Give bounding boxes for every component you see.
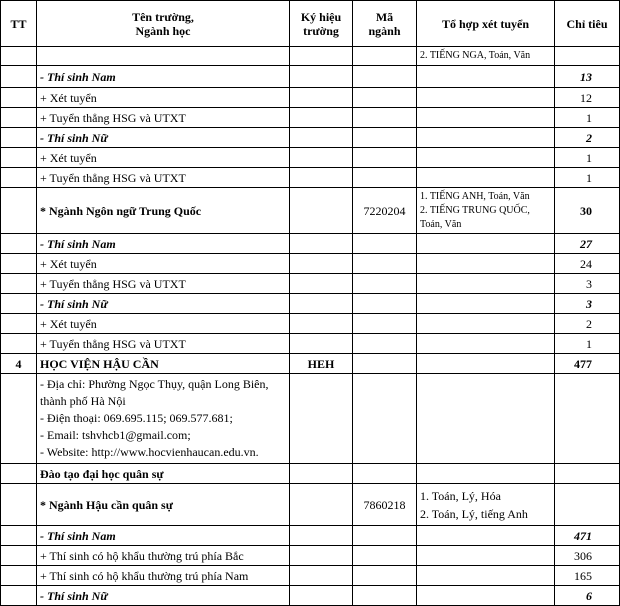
- combo-cell: 1. Toán, Lý, Hóa 2. Toán, Lý, tiếng Anh: [417, 484, 555, 526]
- header-combo: Tổ hợp xét tuyển: [417, 1, 555, 47]
- table-row: [1, 464, 620, 484]
- table-row: [1, 334, 620, 354]
- row-label: + Xét tuyển: [37, 314, 290, 334]
- row-label: + Tuyển thẳng HSG và UTXT: [37, 108, 290, 128]
- quota-cell: 1: [555, 168, 620, 188]
- table-row: [1, 188, 620, 234]
- table-row: [1, 354, 620, 374]
- table-row: [1, 294, 620, 314]
- row-label: - Thí sinh Nam: [37, 66, 290, 88]
- quota-cell: 471: [555, 526, 620, 546]
- row-label: - Thí sinh Nữ: [37, 128, 290, 148]
- school-contact: - Địa chỉ: Phường Ngọc Thụy, quận Long Biên, thành phố Hà Nội - Điện thoại: 069.695.115; 069.577.681; - Email: tshvhcb1@gmail.com; - Website: http://www.hocvienhaucan.edu.vn.: [37, 374, 290, 464]
- row-label: - Thí sinh Nam: [37, 526, 290, 546]
- table-row: [1, 66, 620, 88]
- header-tt: TT: [1, 1, 37, 47]
- row-label: + Xét tuyển: [37, 148, 290, 168]
- table-row: [1, 148, 620, 168]
- header-quota: Chỉ tiêu: [555, 1, 620, 47]
- table-row: [1, 274, 620, 294]
- table-row: [1, 586, 620, 606]
- row-label: * Ngành Hậu cần quân sự: [37, 484, 290, 526]
- school-name: HỌC VIỆN HẬU CẦN: [37, 354, 290, 374]
- symbol-cell: HEH: [290, 354, 353, 374]
- row-label: * Ngành Ngôn ngữ Trung Quốc: [37, 188, 290, 234]
- quota-cell: 24: [555, 254, 620, 274]
- quota-cell: 12: [555, 88, 620, 108]
- quota-cell: 3: [555, 294, 620, 314]
- section-label: Đào tạo đại học quân sự: [37, 464, 290, 484]
- row-label: + Thí sinh có hộ khẩu thường trú phía Bắc: [37, 546, 290, 566]
- combo-cell: 1. TIẾNG ANH, Toán, Văn 2. TIẾNG TRUNG QUỐC, Toán, Văn: [417, 188, 555, 234]
- table-row: [1, 546, 620, 566]
- quota-cell: 3: [555, 274, 620, 294]
- row-label: - Thí sinh Nữ: [37, 586, 290, 606]
- quota-cell: 6: [555, 586, 620, 606]
- row-label: - Thí sinh Nữ: [37, 294, 290, 314]
- table-row: [1, 168, 620, 188]
- quota-cell: 1: [555, 108, 620, 128]
- table-row: [1, 484, 620, 526]
- row-label: + Tuyển thẳng HSG và UTXT: [37, 168, 290, 188]
- row-label: + Thí sinh có hộ khẩu thường trú phía Nam: [37, 566, 290, 586]
- row-label: - Thí sinh Nam: [37, 234, 290, 254]
- row-label: + Tuyển thẳng HSG và UTXT: [37, 334, 290, 354]
- table-row: [1, 374, 620, 464]
- table-row: [1, 566, 620, 586]
- code-cell: 7860218: [353, 484, 417, 526]
- table-row: [1, 88, 620, 108]
- tt-cell: 4: [1, 354, 37, 374]
- quota-cell: 13: [555, 66, 620, 88]
- header-symbol: Ký hiệu trường: [290, 1, 353, 47]
- row-label: + Tuyển thẳng HSG và UTXT: [37, 274, 290, 294]
- quota-cell: 165: [555, 566, 620, 586]
- table-row: [1, 108, 620, 128]
- quota-cell: 1: [555, 334, 620, 354]
- row-label: + Xét tuyển: [37, 254, 290, 274]
- table-row: [1, 47, 620, 66]
- table-row: [1, 526, 620, 546]
- header-code: Mã ngành: [353, 1, 417, 47]
- quota-cell: 27: [555, 234, 620, 254]
- quota-cell: 30: [555, 188, 620, 234]
- header-school: Tên trường, Ngành học: [37, 1, 290, 47]
- row-label: + Xét tuyển: [37, 88, 290, 108]
- table-row: [1, 234, 620, 254]
- quota-cell: 2: [555, 128, 620, 148]
- combo-cell: 2. TIẾNG NGA, Toán, Văn: [417, 47, 555, 66]
- table-row: [1, 128, 620, 148]
- header-row: [1, 1, 620, 47]
- table-row: [1, 254, 620, 274]
- quota-cell: 1: [555, 148, 620, 168]
- table-row: [1, 314, 620, 334]
- code-cell: 7220204: [353, 188, 417, 234]
- quota-cell: 2: [555, 314, 620, 334]
- quota-cell: 477: [555, 354, 620, 374]
- quota-cell: 306: [555, 546, 620, 566]
